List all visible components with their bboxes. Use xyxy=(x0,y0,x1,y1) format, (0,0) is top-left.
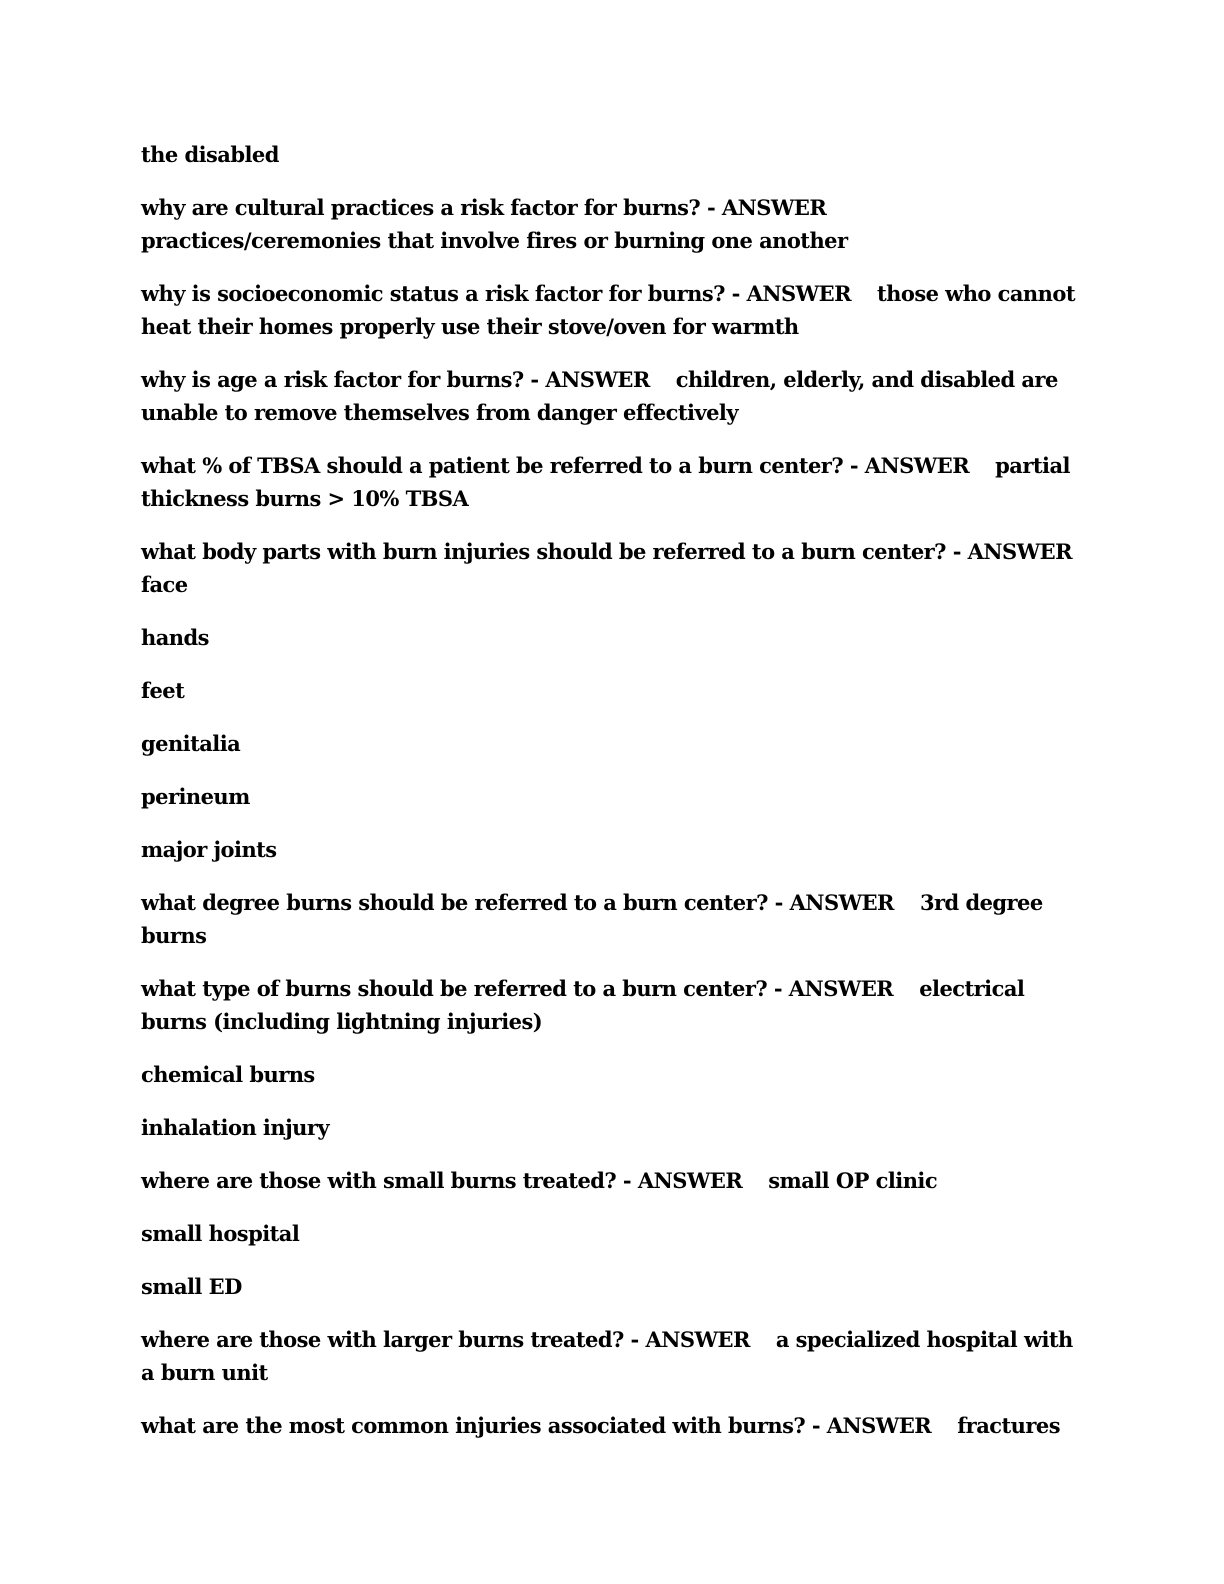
text-line: chemical burns xyxy=(141,1062,315,1087)
answer-text: partial thickness burns > 10% TBSA xyxy=(141,453,1070,511)
question-text: where are those with small burns treated? - ANSWER xyxy=(141,1168,743,1193)
qa-entry xyxy=(141,886,1076,952)
qa-entry xyxy=(141,363,1076,429)
text-line: perineum xyxy=(141,784,250,809)
question-text: what degree burns should be referred to a burn center? - ANSWER xyxy=(141,890,894,915)
qa-entry xyxy=(141,191,1076,257)
answer-text: 3rd degree burns xyxy=(141,890,1043,948)
text-line: feet xyxy=(141,678,185,703)
answer-text: fractures xyxy=(957,1413,1060,1438)
text-line: major joints xyxy=(141,837,277,862)
question-text: what are the most common injuries associated with burns? - ANSWER xyxy=(141,1413,932,1438)
question-text: why is socioeconomic status a risk factor for burns? - ANSWER xyxy=(141,281,851,306)
answer-text: those who cannot heat their homes properly use their stove/oven for warmth xyxy=(141,281,1075,339)
question-text: where are those with larger burns treated? - ANSWER xyxy=(141,1327,750,1352)
text-line: genitalia xyxy=(141,731,241,756)
qa-entry xyxy=(141,277,1076,343)
qa-entry xyxy=(141,972,1076,1038)
text-line: inhalation injury xyxy=(141,1115,329,1140)
qa-entry xyxy=(141,1409,1076,1442)
answer-text: electrical burns (including lightning injuries) xyxy=(141,976,1025,1034)
answer-text: face xyxy=(141,572,188,597)
answer-text: a specialized hospital with a burn unit xyxy=(141,1327,1073,1385)
qa-entry xyxy=(141,449,1076,515)
text-line: small ED xyxy=(141,1274,242,1299)
answer-text: small OP clinic xyxy=(768,1168,938,1193)
text-line: the disabled xyxy=(141,142,279,167)
answer-text: practices/ceremonies that involve fires or burning one another xyxy=(141,228,848,253)
question-text: what % of TBSA should a patient be referred to a burn center? - ANSWER xyxy=(141,453,970,478)
question-text: what type of burns should be referred to a burn center? - ANSWER xyxy=(141,976,894,1001)
qa-entry xyxy=(141,1164,1076,1197)
document-body xyxy=(141,138,1076,1462)
qa-entry xyxy=(141,535,1076,601)
text-line: small hospital xyxy=(141,1221,300,1246)
qa-entry xyxy=(141,1323,1076,1389)
text-line: hands xyxy=(141,625,209,650)
answer-text: children, elderly, and disabled are unable to remove themselves from danger effectively xyxy=(141,367,1058,425)
question-text: why is age a risk factor for burns? - ANSWER xyxy=(141,367,650,392)
question-text: what body parts with burn injuries should be referred to a burn center? - ANSWER xyxy=(141,539,1073,564)
question-text: why are cultural practices a risk factor for burns? - ANSWER xyxy=(141,195,827,220)
